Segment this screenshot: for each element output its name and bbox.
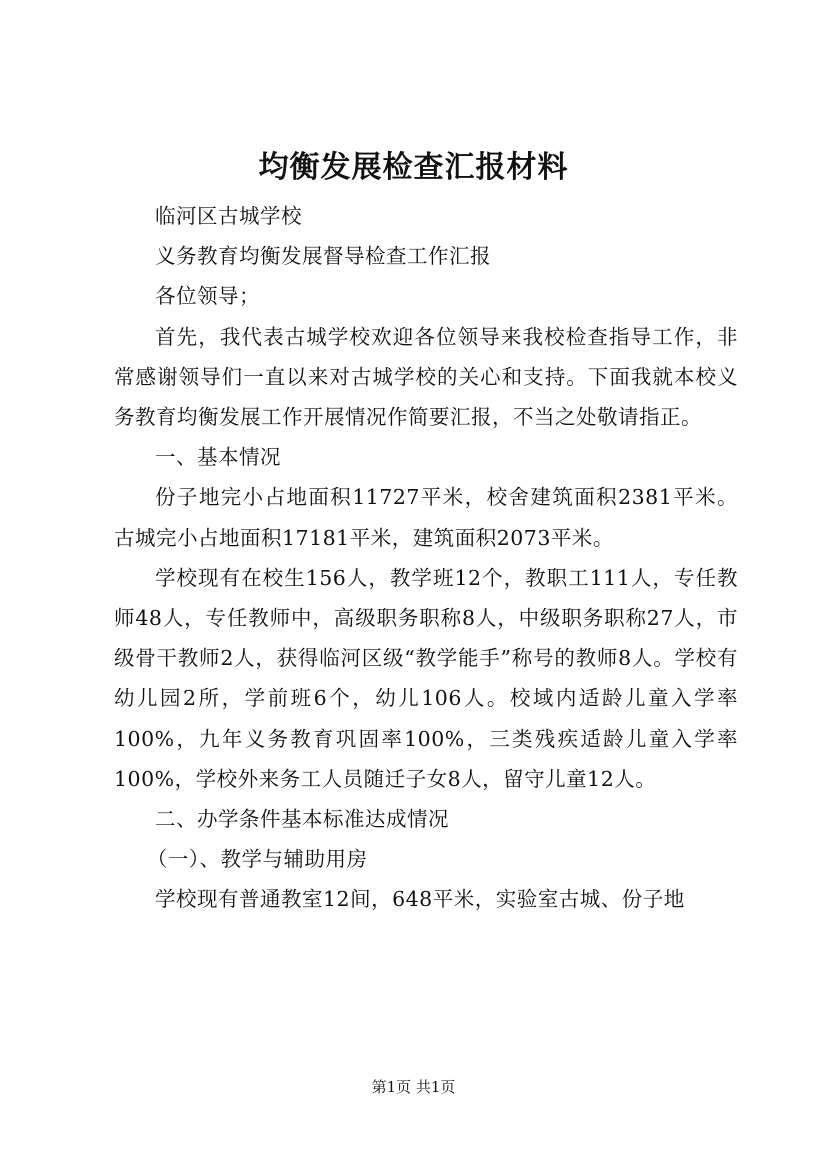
paragraph-land-area: 份子地完小占地面积11727平米，校舍建筑面积2381平米。古城完小占地面积17181平米，建筑面积2073平米。 [114, 485, 738, 550]
paragraph-students-teachers: 学校现有在校生156人，教学班12个，教职工111人，专任教师48人，专任教师中，高级职务职称8人，中级职务职称27人，市级骨干教师2人，获得临河区级“教学能手”称号的教师8人。学校有幼儿园2所，学前班6个，幼儿106人。校域内适龄儿童入学率100%，九年义务教育巩固率100%，三类残疾适龄儿童入学率100%，学校外来务工人员随迁子女8人，留守儿童12人。 [114, 565, 738, 791]
subsection-heading-rooms: （一）、教学与辅助用房 [146, 847, 368, 872]
paragraph-introduction: 首先，我代表古城学校欢迎各位领导来我校检查指导工作，非常感谢领导们一直以来对古城学校的关心和支持。下面我就本校义务教育均衡发展工作开展情况作简要汇报，不当之处敬请指正。 [114, 324, 738, 430]
document-body [114, 196, 738, 920]
paragraph-salutation: 各位领导； [155, 284, 260, 309]
section-heading-conditions: 二、办学条件基本标准达成情况 [155, 807, 449, 832]
section-heading-basic-info: 一、基本情况 [155, 445, 281, 470]
page-footer: 第1页 共1页 [371, 1078, 456, 1096]
paragraph-classrooms: 学校现有普通教室12间，648平米，实验室古城、份子地 [155, 887, 685, 912]
paragraph-report-subtitle: 义务教育均衡发展督导检查工作汇报 [155, 244, 491, 269]
document-title: 均衡发展检查汇报材料 [258, 150, 569, 185]
paragraph-school-name: 临河区古城学校 [155, 204, 302, 228]
